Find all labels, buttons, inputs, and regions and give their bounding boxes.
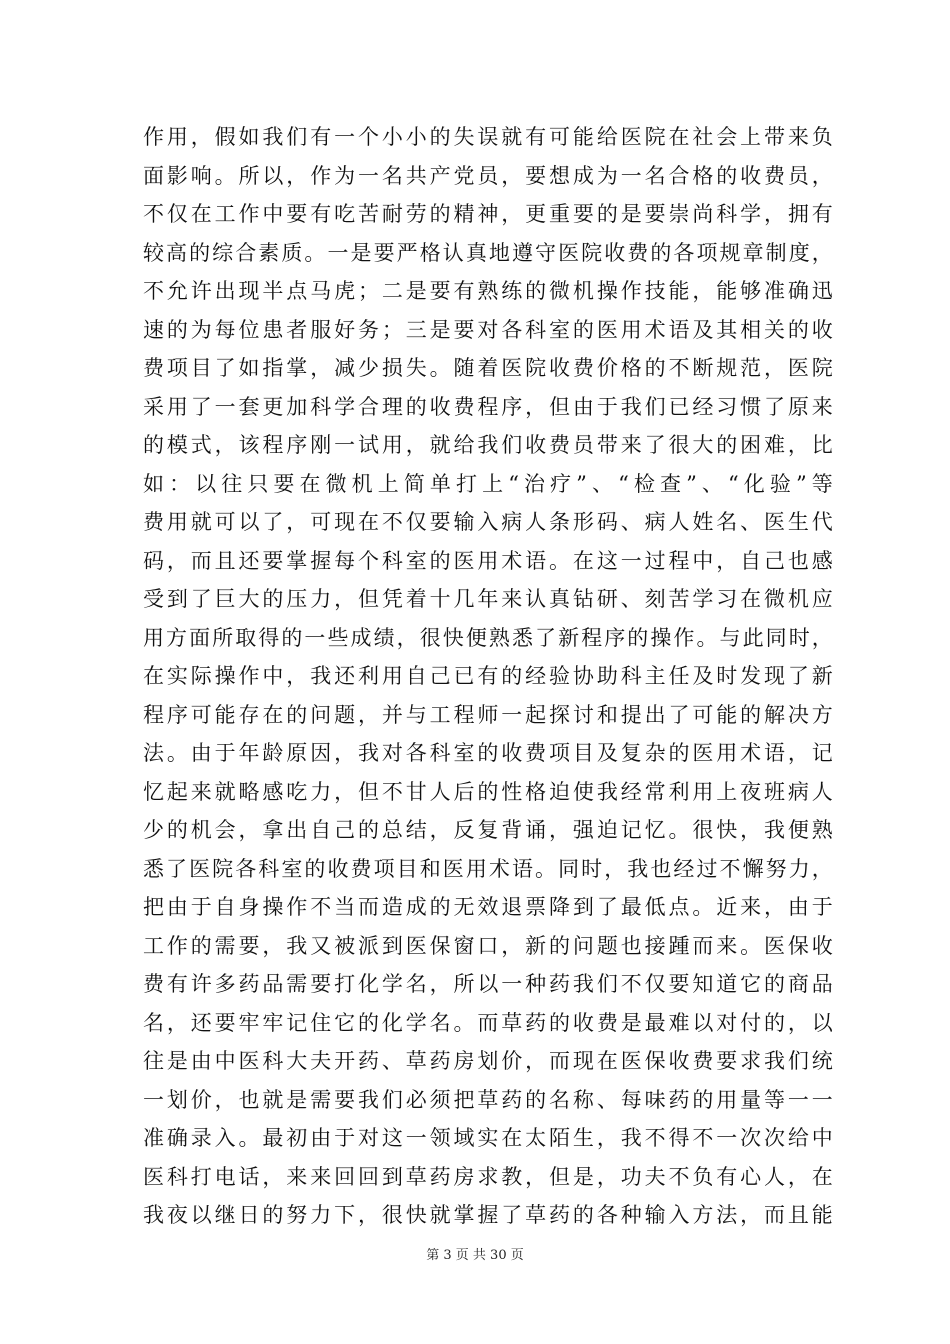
text-line: 我夜以继日的努力下，很快就掌握了草药的各种输入方法，而且能 — [143, 1203, 833, 1227]
text-line: 少的机会，拿出自己的总结，反复背诵，强迫记忆。很快，我便熟 — [143, 818, 833, 842]
text-line: 在实际操作中，我还利用自己已有的经验协助科主任及时发现了新 — [143, 664, 833, 688]
text-line: 法。由于年龄原因，我对各科室的收费项目及复杂的医用术语，记 — [143, 741, 833, 765]
text-line: 面影响。所以，作为一名共产党员，要想成为一名合格的收费员， — [143, 163, 833, 188]
text-line: 一划价，也就是需要我们必须把草药的名称、每味药的用量等一一 — [143, 1087, 833, 1112]
text-line: 作用，假如我们有一个小小的失误就有可能给医院在社会上带来负 — [143, 125, 833, 149]
text-line: 往是由中医科大夫开药、草药房划价，而现在医保收费要求我们统 — [143, 1049, 833, 1073]
text-line: 准确录入。最初由于对这一领域实在太陌生，我不得不一次次给中 — [143, 1126, 833, 1150]
text-line: 费项目了如指掌，减少损失。随着医院收费价格的不断规范，医院 — [143, 356, 833, 380]
text-line: 速的为每位患者服好务；三是要对各科室的医用术语及其相关的收 — [143, 317, 833, 342]
text-line: 悉了医院各科室的收费项目和医用术语。同时，我也经过不懈努力， — [143, 856, 833, 881]
text-line: 受到了巨大的压力，但凭着十几年来认真钻研、刻苦学习在微机应 — [143, 587, 833, 611]
text-line: 码，而且还要掌握每个科室的医用术语。在这一过程中，自己也感 — [143, 548, 833, 573]
text-line: 程序可能存在的问题，并与工程师一起探讨和提出了可能的解决方 — [143, 702, 833, 727]
text-line: 用方面所取得的一些成绩，很快便熟悉了新程序的操作。与此同时， — [143, 625, 833, 650]
text-line: 不允许出现半点马虎；二是要有熟练的微机操作技能，能够准确迅 — [143, 279, 833, 303]
text-line: 把由于自身操作不当而造成的无效退票降到了最低点。近来，由于 — [143, 895, 833, 919]
text-line: 不仅在工作中要有吃苦耐劳的精神，更重要的是要崇尚科学，拥有 — [143, 202, 833, 226]
text-line: 费有许多药品需要打化学名，所以一种药我们不仅要知道它的商品 — [143, 972, 833, 996]
text-line: 采用了一套更加科学合理的收费程序，但由于我们已经习惯了原来 — [143, 394, 833, 419]
page-number-footer: 第 3 页 共 30 页 — [426, 1248, 524, 1263]
text-line: 的模式，该程序刚一试用，就给我们收费员带来了很大的困难，比 — [143, 433, 833, 457]
text-line: 医科打电话，来来回回到草药房求教，但是，功夫不负有心人，在 — [143, 1164, 833, 1189]
text-line: 忆起来就略感吃力，但不甘人后的性格迫使我经常利用上夜班病人 — [143, 779, 833, 804]
text-line: 较高的综合素质。一是要严格认真地遵守医院收费的各项规章制度， — [143, 240, 833, 265]
text-line: 如：以往只要在微机上简单打上“治疗”、“检查”、“化验”等 — [143, 471, 833, 496]
text-line: 费用就可以了，可现在不仅要输入病人条形码、病人姓名、医生代 — [143, 510, 833, 534]
text-line: 工作的需要，我又被派到医保窗口，新的问题也接踵而来。医保收 — [143, 933, 833, 958]
body-paragraph — [143, 118, 833, 1235]
text-line: 名，还要牢牢记住它的化学名。而草药的收费是最难以对付的，以 — [143, 1010, 833, 1035]
